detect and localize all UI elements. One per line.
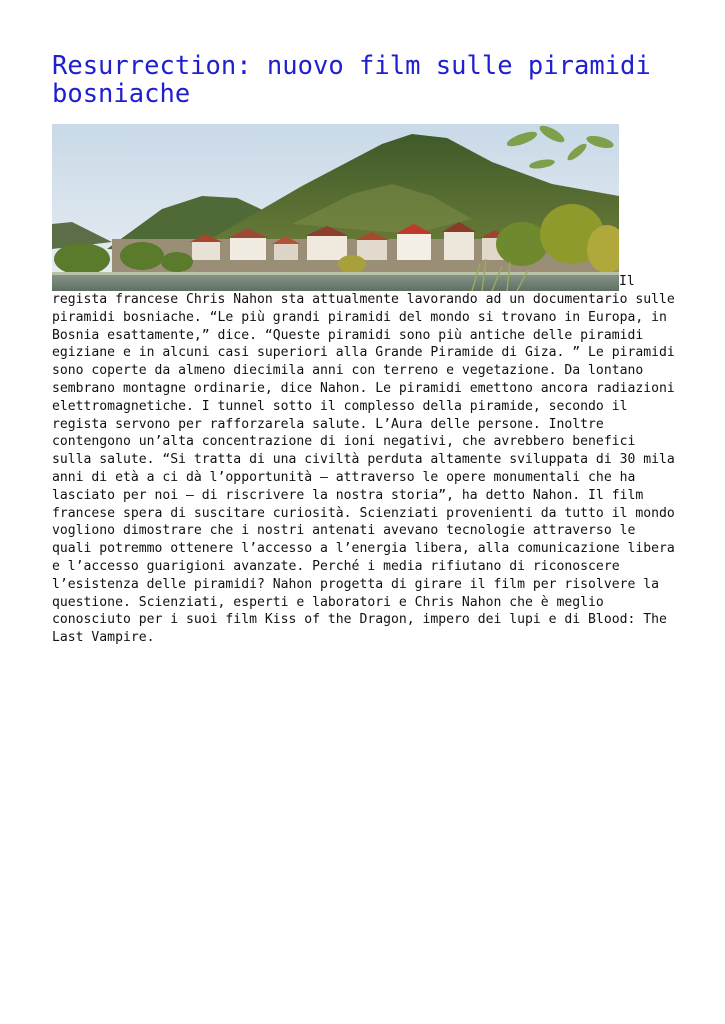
article-container <box>52 52 677 647</box>
article-body <box>52 124 677 647</box>
article-text: Il regista francese Chris Nahon sta attualmente lavorando ad un documentario sulle piramidi bosniache. “Le più grandi piramidi del mondo si trovano in Europa, in Bosnia esattamente,” dice. “Queste piramidi sono più antiche delle piramidi egiziane e in alcuni casi superiori alla Grande Piramide di Giza. ” Le piramidi sono coperte da almeno diecimila anni con terreno e vegetazione. Da lontano sembrano montagne ordinarie, dice Nahon. Le piramidi emettono ancora radiazioni elettromagnetiche. I tunnel sotto il complesso della piramide, secondo il regista servono per rafforzarela salute. L’Aura delle persone. Inoltre contengono un’alta concentrazione di ioni negativi, che avrebbero benefici sulla salute. “Si tratta di una civiltà perduta altamente sviluppata di 30 mila anni di età a ci dà l’opportunità – attraverso le opere monumentali che ha lasciato per noi – di riscrivere la nostra storia”, ha detto Nahon. Il film francese spera di suscitare curiosità. Scienziati provenienti da tutto il mondo vogliono dimostrare che i nostri antenati avevano tecnologie attraverso le quali potremmo ottenere l’accesso a l’energia libera, alla comunicazione libera e l’accesso guarigioni avanzate. Perché i media rifiutano di riconoscere l’esistenza delle piramidi? Nahon progetta di girare il film per risolvere la questione. Scienziati, esperti e laboratori e Chris Nahon che è meglio conosciuto per i suoi film Kiss of the Dragon, impero dei lupi e di Blood: The Last Vampire. <box>52 274 675 646</box>
article-title: Resurrection: nuovo film sulle piramidi bosniache <box>52 51 651 109</box>
pyramid-landscape-image <box>52 124 619 291</box>
article-photo <box>52 124 619 291</box>
